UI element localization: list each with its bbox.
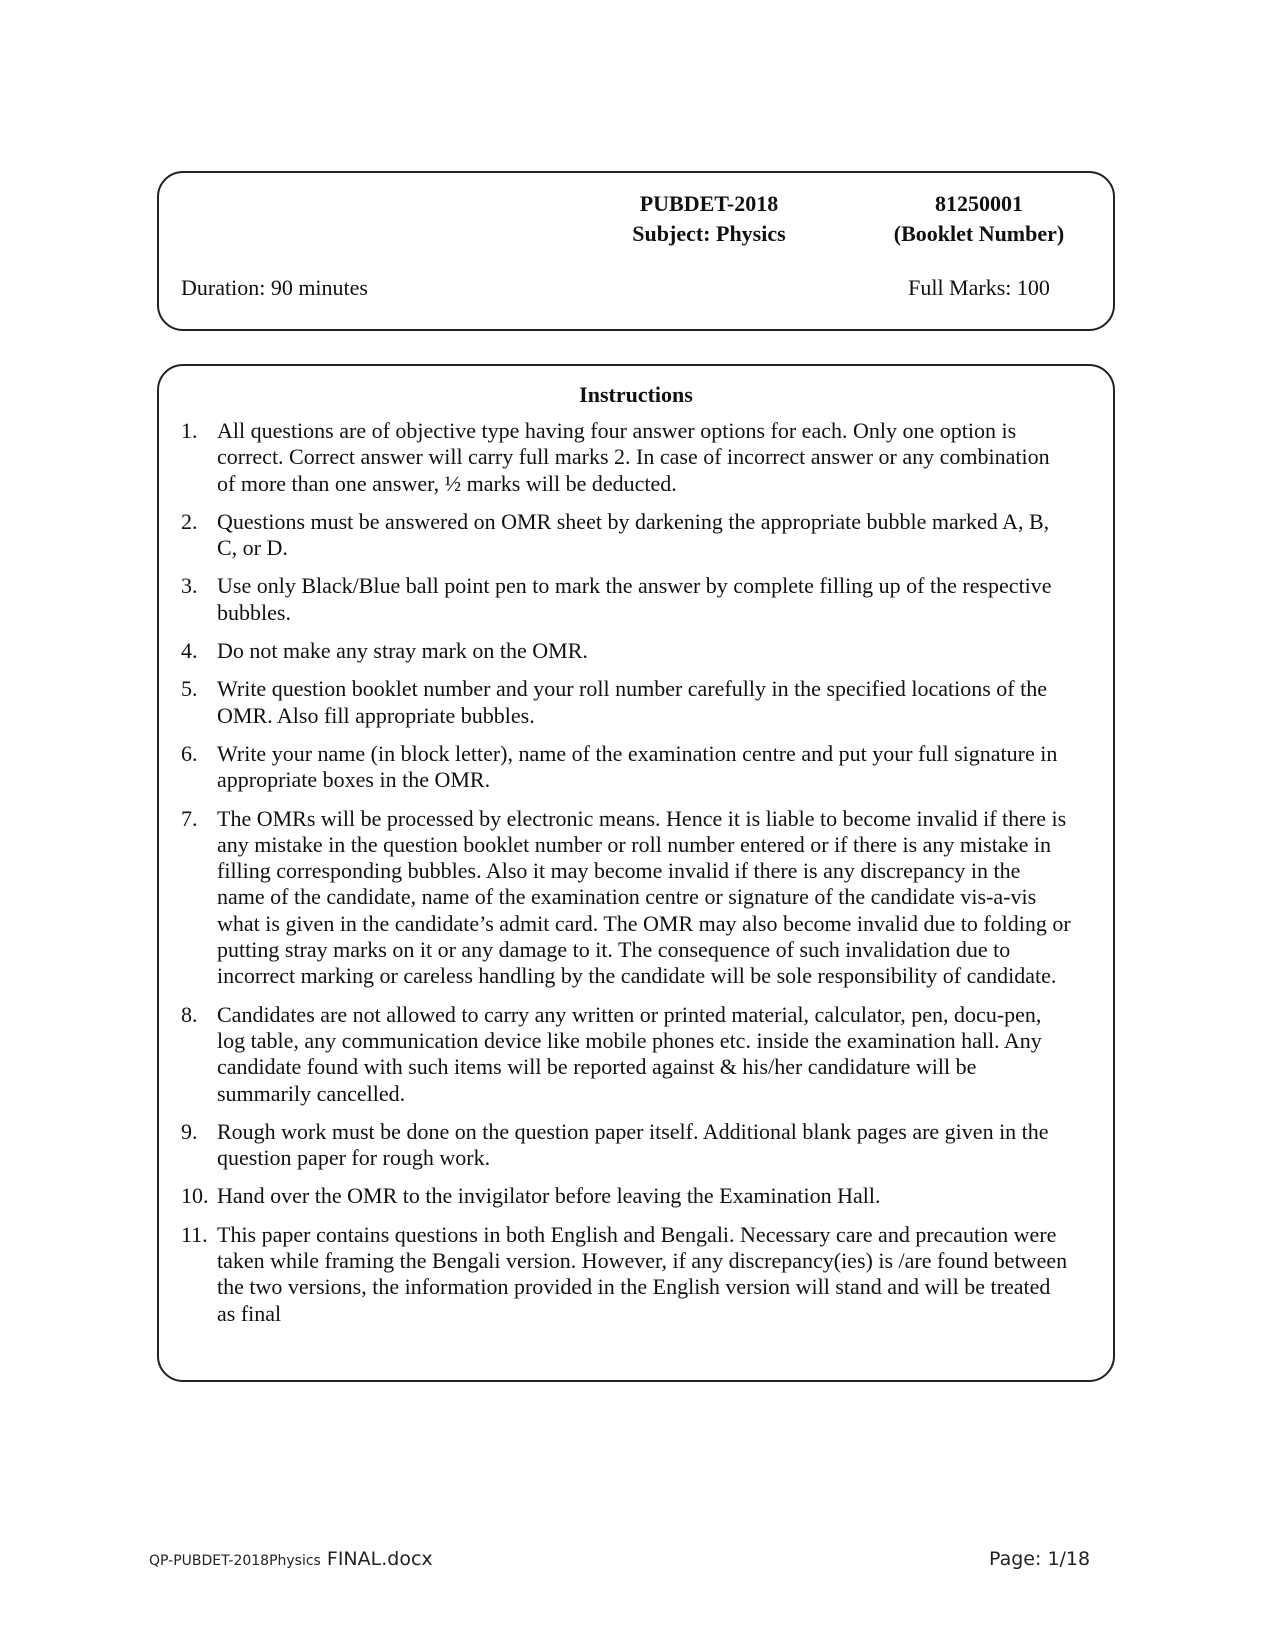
- instructions-title: Instructions: [579, 382, 693, 407]
- instructions-box: [157, 364, 1115, 1382]
- footer-filename-suffix: FINAL.docx: [320, 1548, 433, 1570]
- instruction-item: [181, 418, 1071, 497]
- instruction-number: 4.: [181, 638, 198, 664]
- instruction-text: Hand over the OMR to the invigilator before leaving the Examination Hall.: [217, 1183, 881, 1209]
- exam-code: PUBDET-2018: [639, 191, 779, 216]
- instruction-text: All questions are of objective type having four answer options for each. Only one option is correct. Correct answer will carry full marks 2. In case of incorrect answer or any combination of more than one answer, ½ marks will be deducted.: [217, 418, 1050, 496]
- instruction-item: [181, 806, 1071, 990]
- instruction-list: [181, 418, 1071, 1339]
- instruction-number: 11.: [181, 1221, 208, 1247]
- instruction-item: [181, 741, 1071, 794]
- instruction-number: 9.: [181, 1118, 198, 1144]
- instruction-item: [181, 638, 1071, 664]
- instruction-text: This paper contains questions in both English and Bengali. Necessary care and precaution were taken while framing the Bengali version. However, if any discrepancy(ies) is /are found between the two versions, the information provided in the English version will stand and will be treated as final: [217, 1221, 1068, 1326]
- instruction-number: 3.: [181, 573, 198, 599]
- instruction-text: Use only Black/Blue ball point pen to mark the answer by complete filling up of the respective bubbles.: [217, 573, 1052, 625]
- duration: Duration: 90 minutes: [181, 275, 368, 300]
- instruction-number: 1.: [181, 418, 198, 443]
- instruction-item: [181, 1119, 1071, 1172]
- booklet-number-label: (Booklet Number): [893, 221, 1065, 246]
- instruction-text: Do not make any stray mark on the OMR.: [217, 638, 588, 664]
- instruction-text: The OMRs will be processed by electronic means. Hence it is liable to become invalid if there is any mistake in the question booklet number or roll number entered or if there is any mistake in filling corresponding bubbles. Also it may become invalid if there is any discrepancy in the name of the candidate, name of the examination centre or signature of the candidate vis-a-vis what is given in the candidate’s admit card. The OMR may also become invalid due to folding or putting stray marks on it or any damage to it. The consequence of such invalidation due to incorrect marking or careless handling by the candidate will be sole responsibility of candidate.: [217, 805, 1071, 989]
- instruction-number: 8.: [181, 1001, 198, 1027]
- instruction-text: Questions must be answered on OMR sheet by darkening the appropriate bubble marked A, B, C, or D.: [217, 508, 1050, 561]
- instruction-text: Write question booklet number and your roll number carefully in the specified locations of the OMR. Also fill appropriate bubbles.: [217, 676, 1047, 728]
- header-box: [157, 171, 1115, 331]
- instruction-item: [181, 1183, 1071, 1209]
- booklet-number: 81250001: [935, 191, 1023, 216]
- footer-filename-prefix: QP-PUBDET-2018Physics: [149, 1553, 321, 1569]
- instruction-item: [181, 1222, 1071, 1327]
- instruction-number: 10.: [181, 1183, 209, 1209]
- footer-filename: [149, 1548, 433, 1570]
- full-marks: Full Marks: 100: [908, 275, 1050, 300]
- footer-page-number: Page: 1/18: [989, 1548, 1091, 1570]
- instruction-number: 7.: [181, 805, 198, 831]
- instruction-item: [181, 573, 1071, 626]
- instruction-number: 5.: [181, 676, 198, 702]
- subject-label: Subject: Physics: [632, 221, 786, 246]
- instruction-text: Candidates are not allowed to carry any written or printed material, calculator, pen, docu-pen, log table, any communication device like mobile phones etc. inside the examination hall. Any candidate found with such items will be reported against & his/her candidature will be summarily cancelled.: [217, 1001, 1042, 1106]
- instruction-item: [181, 676, 1071, 729]
- instruction-number: 6.: [181, 740, 198, 766]
- instruction-item: [181, 509, 1071, 562]
- instruction-item: [181, 1002, 1071, 1107]
- instruction-number: 2.: [181, 508, 198, 534]
- instruction-text: Write your name (in block letter), name of the examination centre and put your full signature in appropriate boxes in the OMR.: [217, 740, 1058, 793]
- instruction-text: Rough work must be done on the question paper itself. Additional blank pages are given in the question paper for rough work.: [217, 1118, 1049, 1171]
